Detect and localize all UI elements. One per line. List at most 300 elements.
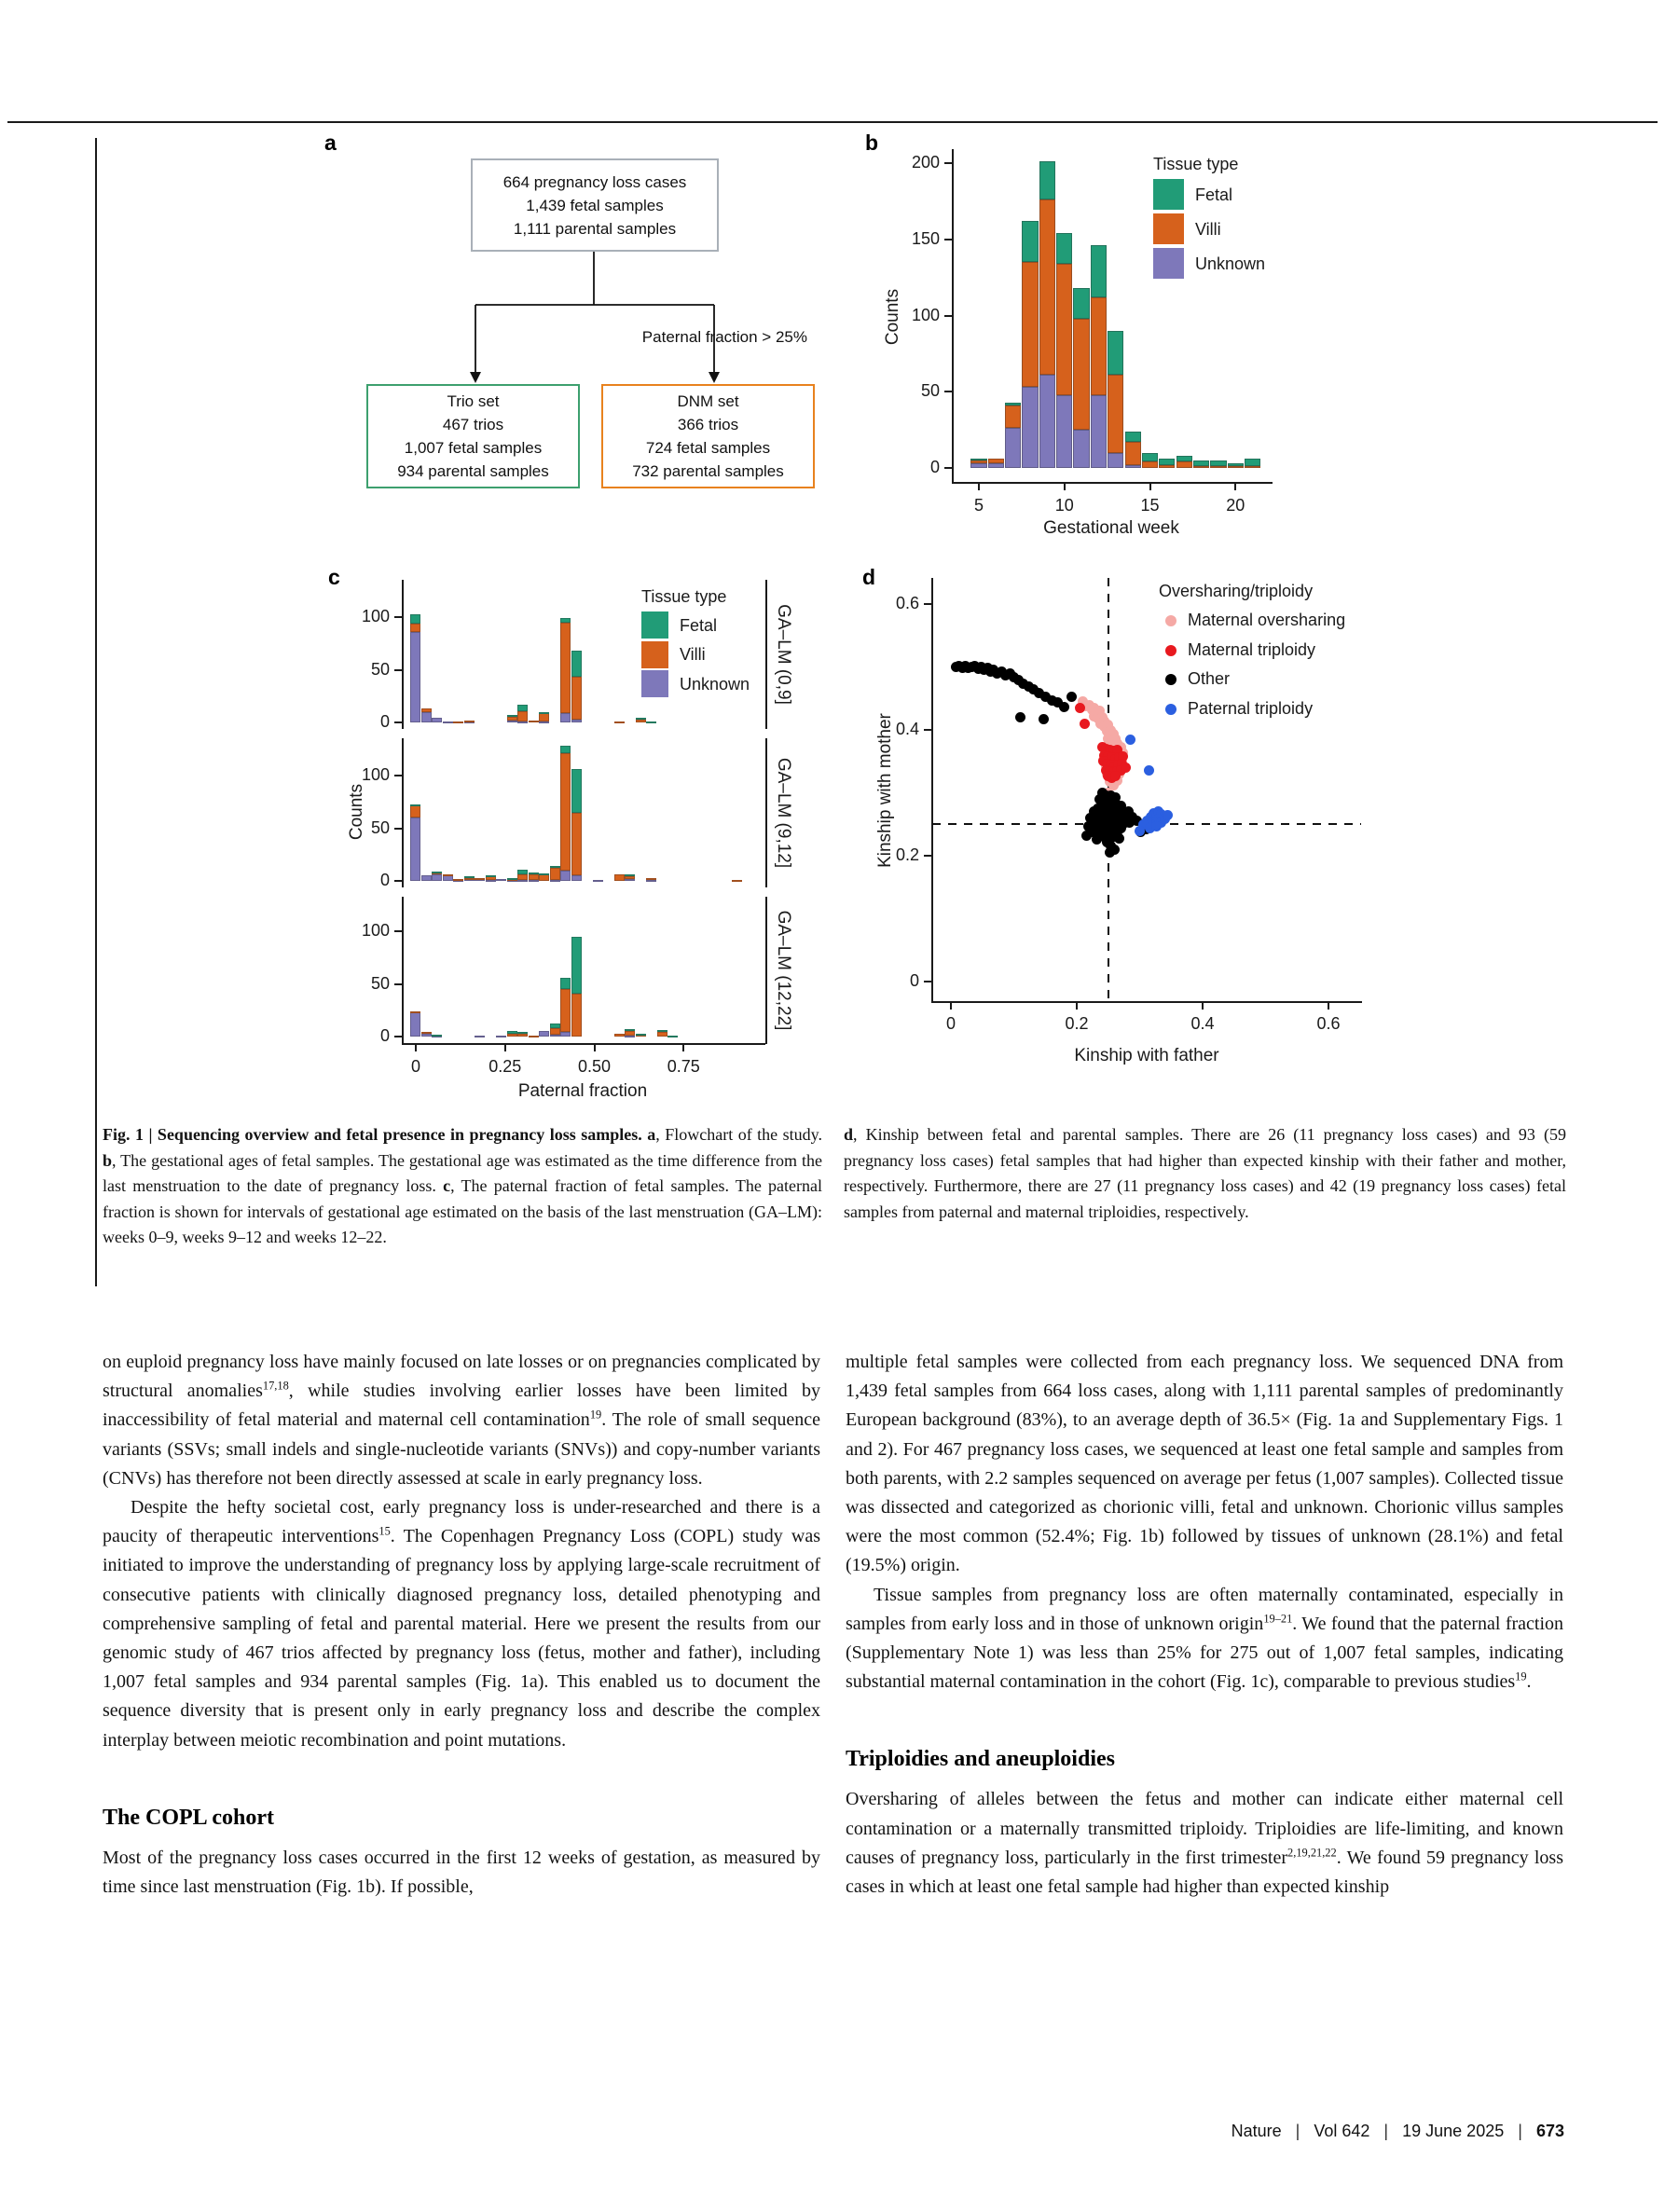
facet-strip-label: GA–LM (9,12]: [774, 757, 793, 869]
bar-segment: [539, 712, 549, 714]
y-axis-title: Kinship with mother: [875, 713, 895, 868]
bar-segment: [1091, 245, 1107, 297]
bar-segment: [614, 874, 625, 881]
scatter-point: [1163, 810, 1173, 820]
bar-segment: [988, 463, 1004, 468]
legend-key-dot: [1165, 615, 1177, 626]
bar-segment: [1091, 297, 1107, 395]
scatter-point: [1015, 712, 1025, 722]
legend-title: Oversharing/triploidy: [1159, 582, 1314, 600]
bar-segment: [453, 721, 463, 723]
bar-segment: [1125, 442, 1141, 465]
x-tick-mark: [1149, 483, 1151, 490]
x-tick-mark: [1328, 1002, 1329, 1010]
x-tick-label: 0: [945, 1014, 956, 1033]
scatter-point: [1135, 826, 1145, 836]
body-paragraph: Tissue samples from pregnancy loss are often maternally contaminated, especially in samples from early loss and in those of unknown origin$^{19-21}$. We found that the paternal fraction (Supplementary Note 1) was less than 25% for 275 out of 1,007 fetal samples, indicating substantial maternal contamination in the cohort (Fig. 1c), comparable to previous studies$^{19}$.: [846, 1584, 1564, 1693]
legend-item-label: Maternal oversharing: [1188, 611, 1346, 629]
bar-segment: [625, 876, 635, 878]
facet-strip-label: GA–LM (12,22]: [774, 910, 793, 1031]
axis-spine: [952, 482, 1273, 484]
bar-segment: [517, 870, 528, 875]
bar-segment: [1125, 432, 1141, 442]
bar-segment: [1005, 428, 1021, 468]
bar-segment: [988, 459, 1004, 463]
bar-segment: [970, 460, 986, 463]
y-tick-mark: [394, 880, 402, 882]
bar-segment: [1022, 221, 1038, 262]
footer-volume: Vol 642: [1314, 2122, 1370, 2140]
bar-segment: [486, 875, 496, 877]
bar-segment: [1073, 319, 1089, 430]
x-tick-label: 10: [1054, 496, 1074, 515]
bar-segment: [539, 721, 549, 723]
bar-segment: [507, 715, 517, 717]
y-tick-label: 50: [370, 817, 390, 837]
x-tick-label: 0.2: [1065, 1014, 1089, 1033]
x-axis-title: Paternal fraction: [517, 1081, 648, 1101]
x-tick-label: 0.75: [667, 1057, 700, 1076]
cohort-box-line: 1,439 fetal samples: [526, 196, 664, 214]
x-axis-title: Gestational week: [1043, 518, 1179, 538]
y-tick-mark: [944, 162, 952, 164]
scatter-point: [1092, 834, 1102, 845]
bar-segment: [560, 623, 571, 713]
trio-box-line: 1,007 fetal samples: [404, 439, 543, 457]
footer-page-number: 673: [1535, 2122, 1564, 2140]
y-tick-mark: [944, 315, 952, 317]
bar-segment: [464, 876, 475, 878]
bar-segment: [571, 813, 582, 876]
x-tick-mark: [415, 1044, 417, 1051]
scatter-point: [1114, 833, 1124, 844]
dnm-box-line: 366 trios: [677, 416, 739, 433]
bar-segment: [1022, 262, 1038, 387]
x-tick-mark: [1076, 1002, 1078, 1010]
panel-d-label: d: [862, 565, 876, 589]
section-heading-copl-cohort: The COPL cohort: [103, 1805, 274, 1830]
legend-key-swatch: [641, 611, 668, 639]
bar-segment: [496, 1036, 506, 1037]
bar-segment: [625, 879, 635, 881]
legend-item-label: Paternal triploidy: [1188, 698, 1314, 718]
bar-segment: [560, 618, 571, 623]
y-tick-label: 150: [911, 228, 940, 248]
legend-key-swatch: [1153, 248, 1184, 279]
facet-strip-rule: [765, 738, 767, 887]
figure-caption-left: Fig. 1 | Sequencing overview and fetal presence in pregnancy loss samples. a, Flowchart of the study. b, The gestational ages of fetal samples. The gestational age was estimated as the time difference from the last menstruation to the date of pregnancy loss. c, The paternal fraction of fetal samples. The paternal fraction is shown for intervals of gestational age estimated on the basis of the last menstruation (GA–LM): weeks 0–9, weeks 9–12 and weeks 12–22.: [103, 1125, 822, 1246]
bar-segment: [614, 1034, 625, 1037]
axis-spine: [931, 1001, 1362, 1003]
x-tick-label: 5: [973, 496, 984, 515]
bar-segment: [571, 875, 582, 881]
bar-segment: [560, 713, 571, 722]
y-tick-mark: [944, 467, 952, 469]
facet-strip-rule: [765, 897, 767, 1044]
bar-segment: [646, 878, 656, 880]
bar-segment: [1056, 233, 1072, 264]
bar-segment: [560, 1032, 571, 1037]
axis-spine: [952, 149, 954, 483]
flowchart-trio-set-box: [366, 384, 580, 488]
legend-key-swatch: [641, 670, 668, 697]
y-axis-title: Counts: [347, 783, 366, 841]
scatter-point: [1125, 735, 1135, 745]
bar-segment: [529, 721, 539, 722]
bar-segment: [560, 978, 571, 989]
bar-segment: [517, 880, 528, 882]
bar-segment: [410, 614, 420, 624]
bar-segment: [550, 1028, 560, 1035]
bar-segment: [646, 721, 656, 723]
bar-segment: [1245, 459, 1260, 466]
bar-segment: [560, 989, 571, 1032]
panel-b-label: b: [865, 131, 879, 155]
bar-segment: [1108, 375, 1123, 452]
bar-segment: [432, 718, 442, 722]
bar-segment: [571, 677, 582, 719]
bar-segment: [1005, 403, 1021, 405]
cohort-box-line: 1,111 parental samples: [513, 219, 677, 238]
body-paragraph: Despite the hefty societal cost, early pregnancy loss is under-researched and there is a paucity of therapeutic interventions$^{15}$. The Copenhagen Pregnancy Loss (COPL) study was initiated to improve the understanding of pregnancy loss by applying large-scale recruitment of consecutive patients with clinically diagnosed pregnancy loss, detailed phenotyping and comprehensive sampling of fetal and parental material. Here we present the results from our genomic study of 467 trios affected by pregnancy loss (fetus, mother and father), including 1,007 fetal samples and 934 parental samples (Fig. 1a). This enabled us to document the sequence diversity that is present only in early pregnancy loss and describe the complex interplay between meiotic recombination and point mutations.: [103, 1497, 820, 1751]
axis-spine: [402, 1043, 765, 1045]
y-tick-label: 100: [361, 607, 390, 625]
body-paragraph: Oversharing of alleles between the fetus and mother can indicate either maternal cell contamination or a maternally transmitted triploidy. Triploidies are life-limiting, and known causes of pregnancy loss, particularly in the first trimester$^{2,19,21,22}$. We found 59 pregnancy loss cases in which at least one fetal sample had higher than expected kinship: [846, 1789, 1563, 1898]
bar-segment: [421, 875, 432, 881]
bar-segment: [421, 708, 432, 711]
y-tick-label: 100: [361, 765, 390, 784]
bar-segment: [667, 1036, 678, 1037]
bar-segment: [539, 873, 549, 875]
section-heading-triploidies: Triploidies and aneuploidies: [846, 1747, 1115, 1772]
bar-segment: [1039, 199, 1055, 375]
y-tick-label: 0: [909, 971, 919, 990]
x-tick-mark: [978, 483, 980, 490]
legend-key-dot: [1165, 645, 1177, 656]
arrowhead-icon: [709, 372, 720, 383]
y-tick-mark: [924, 981, 931, 982]
figure-left-rule: [95, 138, 97, 1286]
flowchart-dnm-set-box: [601, 384, 815, 488]
bar-segment: [1142, 453, 1158, 462]
x-axis-title: Kinship with father: [1074, 1046, 1219, 1065]
trio-box-line: Trio set: [447, 392, 500, 410]
bar-segment: [1142, 461, 1158, 468]
bar-segment: [507, 878, 517, 880]
dnm-box-line: DNM set: [677, 392, 739, 410]
bar-segment: [507, 721, 517, 722]
scatter-point: [1059, 702, 1069, 712]
legend-key-dot: [1165, 704, 1177, 715]
bar-segment: [970, 463, 986, 468]
bar-segment: [539, 713, 549, 721]
scatter-point: [1121, 763, 1131, 773]
body-paragraph: Most of the pregnancy loss cases occurred in the first 12 weeks of gestation, as measured by time since last menstruation (Fig. 1b). If possible,: [103, 1847, 820, 1898]
bar-segment: [432, 872, 442, 873]
y-axis-title: Counts: [883, 288, 902, 346]
bar-segment: [507, 1031, 517, 1033]
x-tick-label: 0.6: [1316, 1014, 1341, 1033]
bar-segment: [1056, 395, 1072, 468]
paternal-fraction-branch-label: Paternal fraction > 25%: [641, 328, 807, 346]
legend-item-label: Villi: [1195, 219, 1221, 239]
footer-separator: |: [1295, 2122, 1300, 2140]
bar-segment: [550, 1035, 560, 1037]
legend-item-label: Other: [1188, 669, 1231, 688]
y-tick-label: 0: [379, 871, 390, 889]
bar-segment: [636, 1034, 646, 1036]
page-footer: [1232, 2122, 1564, 2141]
bar-segment: [1159, 465, 1175, 468]
bar-segment: [1073, 288, 1089, 319]
bar-segment: [970, 459, 986, 460]
bar-segment: [560, 871, 571, 881]
bar-segment: [550, 866, 560, 868]
bar-segment: [539, 874, 549, 881]
bar-segment: [1210, 460, 1226, 467]
bar-segment: [507, 1034, 517, 1037]
legend-item-label: Fetal: [680, 615, 718, 635]
bar-segment: [1108, 453, 1123, 468]
body-column-right: [846, 1348, 1563, 1902]
bar-segment: [432, 1035, 442, 1037]
y-tick-mark: [394, 828, 402, 830]
bar-segment: [571, 651, 582, 677]
y-tick-mark: [944, 239, 952, 240]
scatter-point: [1144, 765, 1154, 776]
facet-strip-label: GA–LM (0,9]: [774, 604, 793, 705]
bar-segment: [1177, 461, 1192, 468]
bar-segment: [443, 721, 453, 723]
legend-title: Tissue type: [1153, 155, 1239, 173]
bar-segment: [1073, 430, 1089, 468]
y-tick-mark: [394, 930, 402, 932]
dnm-box-line: 724 fetal samples: [645, 439, 771, 457]
x-tick-mark: [1234, 483, 1236, 490]
y-tick-mark: [924, 603, 931, 605]
trio-box-line: 934 parental samples: [397, 462, 549, 480]
bar-segment: [539, 1031, 549, 1037]
arrowhead-icon: [470, 372, 481, 383]
y-tick-mark: [944, 391, 952, 392]
y-tick-label: 0.4: [895, 720, 919, 738]
bar-segment: [571, 937, 582, 994]
legend-key-swatch: [1153, 179, 1184, 210]
y-tick-label: 50: [920, 381, 940, 401]
bar-segment: [625, 1031, 635, 1036]
legend-key-dot: [1165, 674, 1177, 685]
flowchart-connectors: [354, 247, 839, 387]
bar-segment: [421, 1032, 432, 1034]
cohort-box-line: 664 pregnancy loss cases: [502, 172, 687, 191]
y-tick-label: 0.2: [895, 845, 919, 864]
bar-segment: [410, 817, 420, 881]
y-tick-label: 0.6: [895, 594, 919, 612]
bar-segment: [636, 718, 646, 720]
y-tick-mark: [924, 729, 931, 731]
bar-segment: [410, 624, 420, 632]
bar-segment: [571, 769, 582, 812]
y-tick-label: 0: [379, 1026, 390, 1045]
bar-segment: [496, 879, 506, 881]
bar-segment: [1228, 466, 1244, 468]
legend-key-swatch: [641, 641, 668, 668]
bar-segment: [1193, 466, 1209, 468]
bar-segment: [486, 880, 496, 882]
scatter-point: [1039, 714, 1049, 724]
axis-spine: [402, 580, 404, 729]
y-tick-mark: [394, 1036, 402, 1037]
x-tick-label: 15: [1140, 496, 1160, 515]
figure-caption-right: d, Kinship between fetal and parental samples. There are 26 (11 pregnancy loss cases) and 93 (59 pregnancy loss cases) fetal samples that had higher than expected kinship with their father and mother, respectively. Furthermore, there are 27 (11 pregnancy loss cases) and 42 (19 pregnancy loss cases) fetal samples from paternal and maternal triploidies, respectively.: [844, 1125, 1566, 1221]
facet-strip-rule: [765, 580, 767, 729]
body-paragraph: multiple fetal samples were collected from each pregnancy loss. We sequenced DNA from 1,439 fetal samples from 664 loss cases, along with 1,111 parental samples of predominantly European background (83%), to an average depth of 36.5× (Fig. 1a and Supplementary Figs. 1 and 2). For 467 pregnancy loss cases, we sequenced at least one fetal sample and samples from both parents, with 2.2 samples sequenced on average per fetus (1,007 samples). Collected tissue was dissected and categorized as chorionic villi, fetal and unknown. Chorionic villus samples were the most common (52.4%; Fig. 1b) followed by tissues of unknown (28.1%) and fetal (19.5%) origin.: [846, 1352, 1563, 1576]
axis-spine: [402, 897, 404, 1044]
x-tick-label: 20: [1226, 496, 1245, 515]
bar-segment: [646, 880, 656, 882]
bar-segment: [593, 880, 603, 882]
bar-segment: [517, 705, 528, 711]
bar-segment: [475, 1036, 485, 1037]
y-tick-label: 50: [370, 973, 390, 993]
footer-separator: |: [1383, 2122, 1389, 2140]
x-tick-label: 0.4: [1190, 1014, 1215, 1033]
y-tick-mark: [394, 721, 402, 723]
bar-segment: [421, 712, 432, 722]
bar-segment: [443, 874, 453, 876]
footer-separator: |: [1518, 2122, 1522, 2140]
bar-segment: [571, 994, 582, 1037]
legend-item-label: Villi: [680, 645, 706, 664]
y-tick-label: 100: [361, 921, 390, 940]
bar-segment: [410, 632, 420, 722]
bar-segment: [529, 872, 539, 874]
bar-segment: [625, 874, 635, 876]
axis-spine: [402, 738, 404, 887]
x-tick-mark: [950, 1002, 952, 1010]
bar-segment: [1177, 456, 1192, 462]
y-tick-mark: [394, 669, 402, 671]
x-tick-mark: [1064, 483, 1066, 490]
bar-segment: [625, 1029, 635, 1031]
x-tick-label: 0.25: [488, 1057, 522, 1076]
footer-date: 19 June 2025: [1402, 2122, 1505, 2140]
y-tick-mark: [394, 775, 402, 776]
axis-spine: [931, 578, 933, 1002]
y-tick-mark: [394, 983, 402, 985]
legend-item-label: Fetal: [1195, 185, 1233, 204]
scatter-point: [1094, 794, 1105, 804]
y-tick-label: 100: [911, 305, 940, 324]
bar-segment: [571, 720, 582, 722]
scatter-point: [1080, 719, 1090, 729]
y-tick-label: 0: [929, 458, 940, 476]
bar-segment: [517, 711, 528, 721]
bar-segment: [1228, 463, 1244, 466]
bar-segment: [560, 753, 571, 870]
x-tick-label: 0: [410, 1057, 420, 1076]
x-tick-mark: [504, 1044, 506, 1051]
bar-segment: [1125, 465, 1141, 468]
bar-segment: [517, 1032, 528, 1034]
bar-segment: [1210, 466, 1226, 468]
x-tick-mark: [594, 1044, 596, 1051]
body-column-left: [103, 1348, 820, 1902]
footer-journal: Nature: [1231, 2122, 1282, 2140]
flowchart-cohort-box: [471, 158, 719, 252]
bar-segment: [1039, 161, 1055, 199]
bar-segment: [625, 1036, 635, 1037]
scatter-point: [1105, 847, 1115, 858]
bar-segment: [529, 874, 539, 880]
bar-segment: [1108, 331, 1123, 375]
trio-box-line: 467 trios: [442, 416, 504, 433]
bar-segment: [657, 1032, 667, 1037]
bar-segment: [529, 880, 539, 882]
dnm-box-line: 732 parental samples: [632, 462, 784, 480]
bar-segment: [1159, 459, 1175, 465]
bar-segment: [1245, 466, 1260, 468]
y-tick-label: 0: [379, 712, 390, 731]
legend-key-swatch: [1153, 213, 1184, 244]
legend-title: Tissue type: [641, 587, 727, 606]
scatter-point: [1075, 703, 1085, 713]
bar-segment: [432, 874, 442, 881]
bar-segment: [529, 1036, 539, 1037]
bar-segment: [517, 721, 528, 723]
bar-segment: [550, 1024, 560, 1028]
bar-segment: [560, 746, 571, 753]
bar-segment: [1022, 387, 1038, 468]
bar-segment: [410, 1012, 420, 1037]
bar-segment: [614, 721, 625, 723]
x-tick-mark: [1202, 1002, 1204, 1010]
bar-segment: [1091, 395, 1107, 468]
y-tick-mark: [394, 616, 402, 618]
bar-segment: [1039, 375, 1055, 468]
panel-c-label: c: [328, 565, 340, 589]
page-top-rule: [7, 121, 1658, 123]
legend-item-label: Unknown: [680, 674, 750, 694]
x-tick-mark: [682, 1044, 684, 1051]
scatter-point: [1066, 692, 1077, 702]
bar-segment: [517, 874, 528, 880]
scatter-point: [1151, 821, 1162, 831]
y-tick-label: 50: [370, 659, 390, 679]
bar-segment: [550, 868, 560, 879]
bar-segment: [550, 880, 560, 882]
panel-a-label: a: [324, 131, 337, 155]
bar-segment: [1056, 264, 1072, 395]
bar-segment: [410, 1011, 420, 1013]
body-paragraph: on euploid pregnancy loss have mainly focused on late losses or on pregnancies complicated by structural anomalies$^{17,18}$, while studies involving earlier losses have been limited by inaccessibility of fetal material and maternal cell contamination$^{19}$. The role of small sequence variants (SSVs; small indels and single-nucleotide variants (SNVs)) and copy-number variants (CNVs) has therefore not been directly assessed at scale in early pregnancy loss.: [103, 1352, 820, 1489]
x-tick-label: 0.50: [577, 1057, 612, 1076]
bar-segment: [1005, 405, 1021, 429]
y-tick-mark: [924, 855, 931, 857]
bar-segment: [410, 804, 420, 806]
y-tick-label: 200: [911, 153, 940, 172]
scatter-point: [1081, 831, 1092, 841]
bar-segment: [657, 1030, 667, 1032]
bar-segment: [475, 878, 485, 880]
bar-segment: [464, 721, 475, 722]
legend-item-label: Unknown: [1195, 254, 1266, 273]
bar-segment: [410, 805, 420, 818]
bar-segment: [453, 879, 463, 881]
bar-segment: [732, 880, 742, 882]
legend-item-label: Maternal triploidy: [1188, 639, 1316, 659]
bar-segment: [1193, 460, 1209, 467]
